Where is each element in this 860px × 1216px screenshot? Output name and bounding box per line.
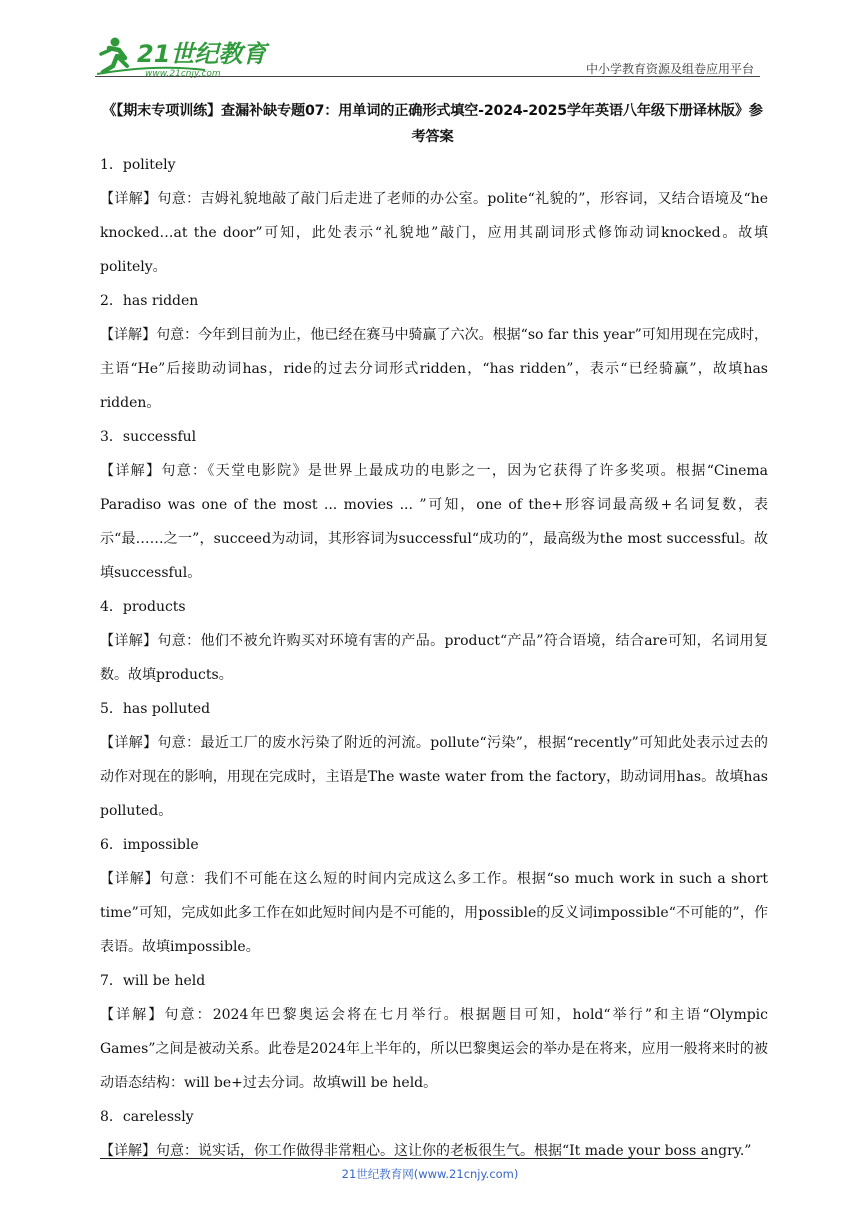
svg-text:www.21cnjy.com: www.21cnjy.com (145, 69, 221, 78)
logo-icon (95, 34, 270, 78)
answer-7: 7．will be held (100, 973, 206, 989)
answer-1: 1．politely (100, 157, 176, 173)
answer-list (100, 148, 768, 1168)
answer-4: 4．products (100, 599, 186, 615)
explanation-8: 【详解】句意：说实话，你工作做得非常粗心。这让你的老板很生气。根据“It made your boss angry.” (100, 1143, 752, 1159)
answer-2: 2．has ridden (100, 293, 199, 309)
answer-8: 8．carelessly (100, 1109, 194, 1125)
explanation-7: 【详解】句意：2024年巴黎奥运会将在七月举行。根据题目可知，hold“举行”和主语“Olympic Games”之间是被动关系。此卷是2024年上半年的，所以巴黎奥运会的举办是在将来，应用一般将来时的被动语态结构：will be+过去分词。故填will be held。 (100, 1007, 768, 1091)
answer-5: 5．has polluted (100, 701, 211, 717)
explanation-6: 【详解】句意：我们不可能在这么短的时间内完成这么多工作。根据“so much work in such a short time”可知，完成如此多工作在如此短时间内是不可能的，用possible的反义词impossible“不可能的”，作表语。故填impossible。 (100, 871, 768, 955)
footer-link[interactable]: 21世纪教育网(www.21cnjy.com) (341, 1167, 519, 1181)
svg-text:21世纪教育: 21世纪教育 (137, 40, 267, 68)
footer-divider (100, 1158, 708, 1159)
page-header (95, 30, 760, 78)
explanation-2: 【详解】句意：今年到目前为止，他已经在赛马中骑赢了六次。根据“so far this year”可知用现在完成时，主语“He”后接助动词has，ride的过去分词形式ridden，“has ridden”，表示“已经骑赢”，故填has ridden。 (100, 327, 768, 411)
platform-name: 中小学教育资源及组卷应用平台 (585, 62, 754, 76)
explanation-5: 【详解】句意：最近工厂的废水污染了附近的河流。pollute“污染”，根据“recently”可知此处表示过去的动作对现在的影响，用现在完成时，主语是The waste water from the factory，助动词用has。故填has polluted。 (100, 735, 768, 819)
document-title: 《【期末专项训练】查漏补缺专题07：用单词的正确形式填空-2024-2025学年英语八年级下册译林版》参考答案 (102, 103, 763, 145)
answer-6: 6．impossible (100, 837, 199, 853)
explanation-3: 【详解】句意：《天堂电影院》是世界上最成功的电影之一，因为它获得了许多奖项。根据“Cinema Paradiso was one of the most ... movies ... ”可知，one of the+形容词最高级+名词复数，表示“最……之一”，succeed为动词，其形容词为successful“成功的”，最高级为the most successful。故填successful。 (100, 463, 768, 581)
explanation-4: 【详解】句意：他们不被允许购买对环境有害的产品。product“产品”符合语境，结合are可知，名词用复数。故填products。 (100, 633, 768, 683)
explanation-1: 【详解】句意：吉姆礼貌地敲了敲门后走进了老师的办公室。polite“礼貌的”，形容词，又结合语境及“he knocked…at the door”可知，此处表示“礼貌地”敲门，应用其副词形式修饰动词knocked。故填politely。 (100, 191, 768, 275)
header-divider (95, 76, 760, 77)
answer-3: 3．successful (100, 429, 197, 445)
